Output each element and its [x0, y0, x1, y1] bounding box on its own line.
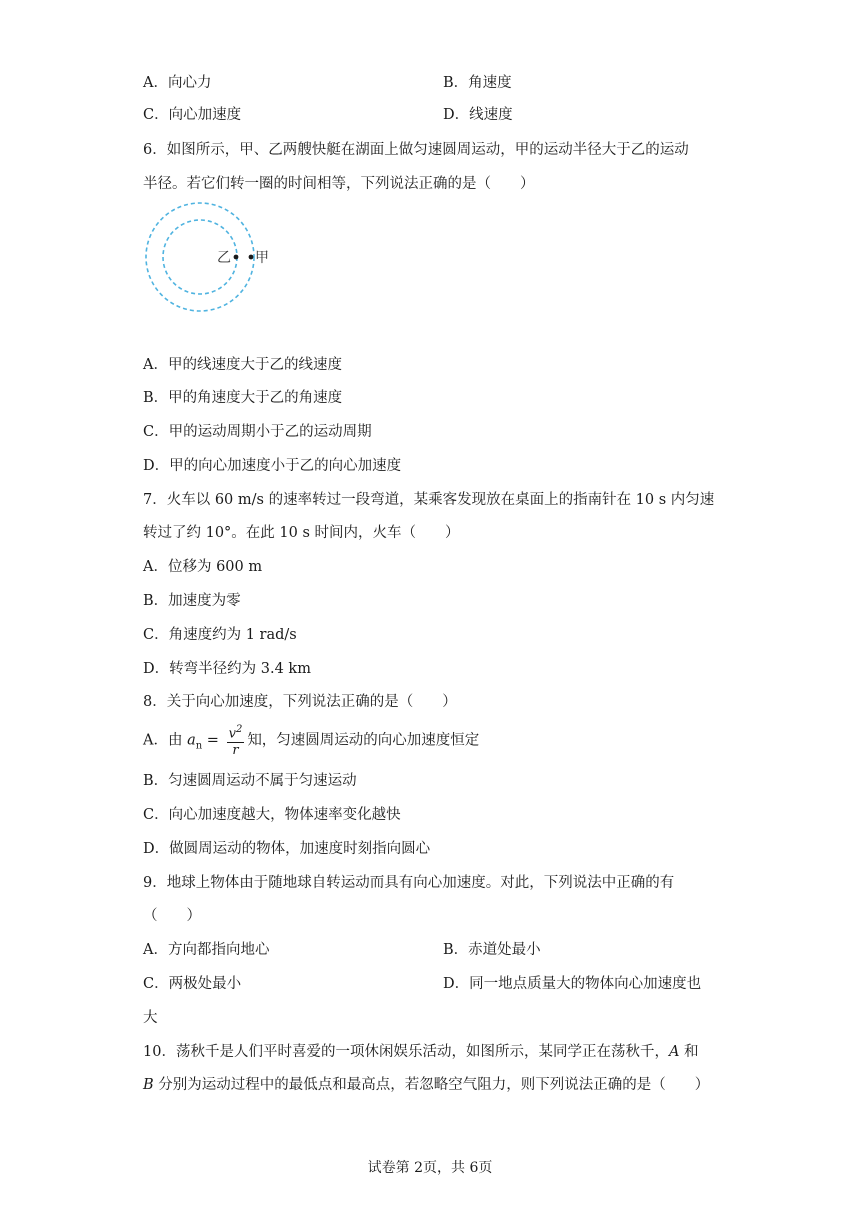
- q9-option-d-line2: 大: [143, 1010, 158, 1026]
- q8-option-b: B．匀速圆周运动不属于匀速运动: [143, 773, 357, 789]
- q5-option-a: A．向心力: [143, 75, 212, 91]
- q9-stem-line2: （ ）: [143, 908, 201, 924]
- q7-stem-line2: 转过了约 10°。在此 10 s 时间内，火车（ ）: [143, 525, 460, 541]
- q7-option-b: B．加速度为零: [143, 593, 241, 609]
- formula-a-subscript: n: [195, 740, 203, 752]
- q9-option-b: B．赤道处最小: [443, 942, 541, 958]
- var-b: B: [143, 1077, 154, 1093]
- q8-stem: 8．关于向心加速度，下列说法正确的是（ ）: [143, 694, 457, 710]
- q9-option-d-line1: D．同一地点质量大的物体向心加速度也: [443, 976, 702, 992]
- concentric-orbits-diagram: [143, 201, 323, 319]
- var-a: A: [668, 1044, 680, 1060]
- q10-line2-text: 分别为运动过程中的最低点和最高点，若忽略空气阻力，则下列说法正确的是（ ）: [153, 1077, 710, 1093]
- q6-option-b: B．甲的角速度大于乙的角速度: [143, 390, 343, 406]
- q8-option-c: C．向心加速度越大，物体速率变化越快: [143, 807, 401, 823]
- q10-stem-line2: [143, 1075, 709, 1095]
- q9-option-c: C．两极处最小: [143, 976, 242, 992]
- page-footer: 试卷第 2页，共 6页: [367, 1160, 493, 1176]
- q8-option-a: [143, 722, 479, 765]
- q5-option-c: C．向心加速度: [143, 107, 242, 123]
- q6-option-c: C．甲的运动周期小于乙的运动周期: [143, 424, 372, 440]
- formula-fraction: [227, 722, 245, 759]
- label-yi: 乙: [217, 250, 231, 266]
- q7-option-a: A．位移为 600 m: [143, 559, 263, 575]
- q6-circles-figure: [143, 201, 323, 319]
- formula-a: a: [187, 732, 196, 749]
- q6-stem-line1: 6．如图所示，甲、乙两艘快艇在湖面上做匀速圆周运动，甲的运动半径大于乙的运动: [143, 142, 689, 158]
- q10-line1-text: 10．荡秋千是人们平时喜爱的一项休闲娱乐活动，如图所示，某同学正在荡秋千，: [143, 1044, 669, 1060]
- boat-jia-dot: [249, 255, 254, 260]
- q8-option-a-suffix: 知，匀速圆周运动的向心加速度恒定: [247, 732, 480, 749]
- boat-yi-dot: [234, 255, 239, 260]
- q7-option-c: C．角速度约为 1 rad/s: [143, 627, 297, 643]
- q8-option-d: D．做圆周运动的物体，加速度时刻指向圆心: [143, 841, 431, 857]
- q10-line1-tail: 和: [679, 1044, 699, 1060]
- q7-option-d: D．转弯半径约为 3.4 km: [143, 661, 311, 677]
- q5-option-d: D．线速度: [443, 107, 513, 123]
- q7-stem-line1: 7．火车以 60 m/s 的速率转过一段弯道，某乘客发现放在桌面上的指南针在 10 s 内匀速: [143, 492, 715, 508]
- q6-option-a: A．甲的线速度大于乙的线速度: [143, 357, 342, 373]
- label-jia: 甲: [255, 250, 269, 266]
- q8-option-a-prefix: A．由: [143, 732, 183, 749]
- q10-stem-line1: [143, 1042, 699, 1062]
- q6-stem-line2: 半径。若它们转一圈的时间相等，下列说法正确的是（ ）: [143, 176, 535, 192]
- formula-numerator: $v^2$: [228, 724, 243, 742]
- q6-option-d: D．甲的向心加速度小于乙的向心加速度: [143, 458, 402, 474]
- formula-denominator: r: [232, 743, 239, 759]
- q9-stem-line1: 9．地球上物体由于随地球自转运动而具有向心加速度。对此，下列说法中正确的有: [143, 875, 675, 891]
- q9-option-a: A．方向都指向地心: [143, 942, 270, 958]
- q5-option-b: B．角速度: [443, 75, 512, 91]
- formula-equals: =: [202, 732, 224, 749]
